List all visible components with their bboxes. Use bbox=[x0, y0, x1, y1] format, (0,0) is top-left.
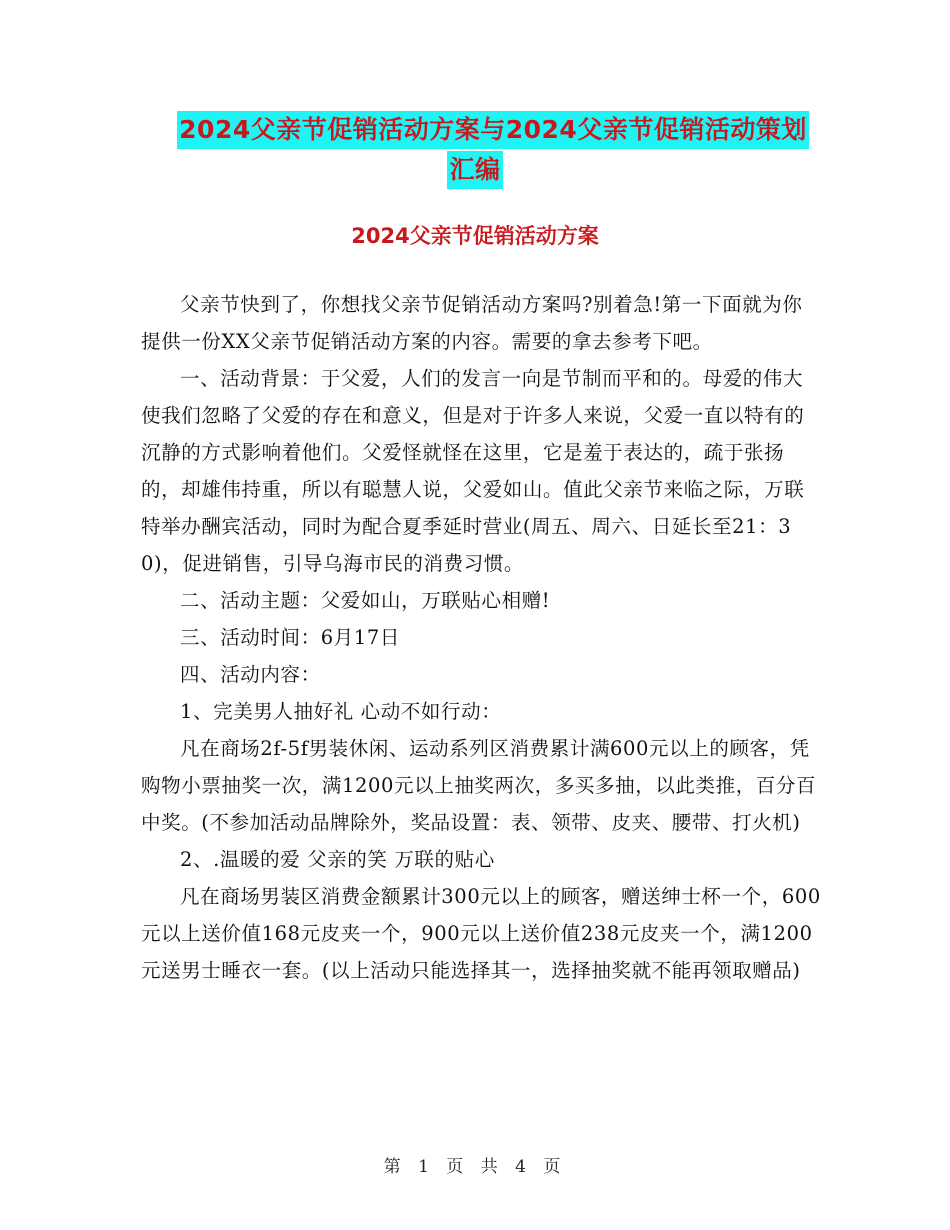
section-heading: 2024父亲节促销活动方案 bbox=[351, 224, 599, 248]
paragraph-intro: 父亲节快到了，你想找父亲节促销活动方案吗?别着急!第一下面就为你提供一份XX父亲节促销活动方案的内容。需要的拿去参考下吧。 bbox=[141, 293, 803, 353]
document-title bbox=[0, 111, 950, 189]
paragraph-time: 三、活动时间：6月17日 bbox=[180, 626, 400, 649]
title-line-2: 汇编 bbox=[447, 151, 502, 189]
paragraph-theme: 二、活动主题：父爱如山，万联贴心相赠! bbox=[180, 589, 551, 612]
paragraph-item-1-title: 1、完美男人抽好礼 心动不如行动： bbox=[180, 700, 502, 723]
page-footer: 第 1 页 共 4 页 bbox=[383, 1157, 567, 1177]
document-body bbox=[141, 286, 821, 989]
paragraph-item-2-title: 2、.温暖的爱 父亲的笑 万联的贴心 bbox=[180, 848, 495, 871]
paragraph-item-1-detail: 凡在商场2f-5f男装休闲、运动系列区消费累计满600元以上的顾客，凭购物小票抽奖一次，满1200元以上抽奖两次，多买多抽，以此类推，百分百中奖。(不参加活动品牌除外，奖品设置：表、领带、皮夹、腰带、打火机) bbox=[141, 737, 817, 834]
paragraph-item-2-detail: 凡在商场男装区消费金额累计300元以上的顾客，赠送绅士杯一个，600元以上送价值168元皮夹一个，900元以上送价值238元皮夹一个，满1200元送男士睡衣一套。(以上活动只能选择其一，选择抽奖就不能再领取赠品) bbox=[141, 885, 821, 982]
paragraph-background: 一、活动背景：于父爱，人们的发言一向是节制而平和的。母爱的伟大使我们忽略了父爱的存在和意义，但是对于许多人来说，父爱一直以特有的沉静的方式影响着他们。父爱怪就怪在这里，它是羞于表达的，疏于张扬的，却雄伟持重，所以有聪慧人说，父爱如山。值此父亲节来临之际，万联特举办酬宾活动，同时为配合夏季延时营业(周五、周六、日延长至21：30)，促进销售，引导乌海市民的消费习惯。 bbox=[141, 367, 805, 575]
title-line-1: 2024父亲节促销活动方案与2024父亲节促销活动策划 bbox=[177, 111, 809, 149]
paragraph-content-heading: 四、活动内容： bbox=[180, 663, 321, 686]
